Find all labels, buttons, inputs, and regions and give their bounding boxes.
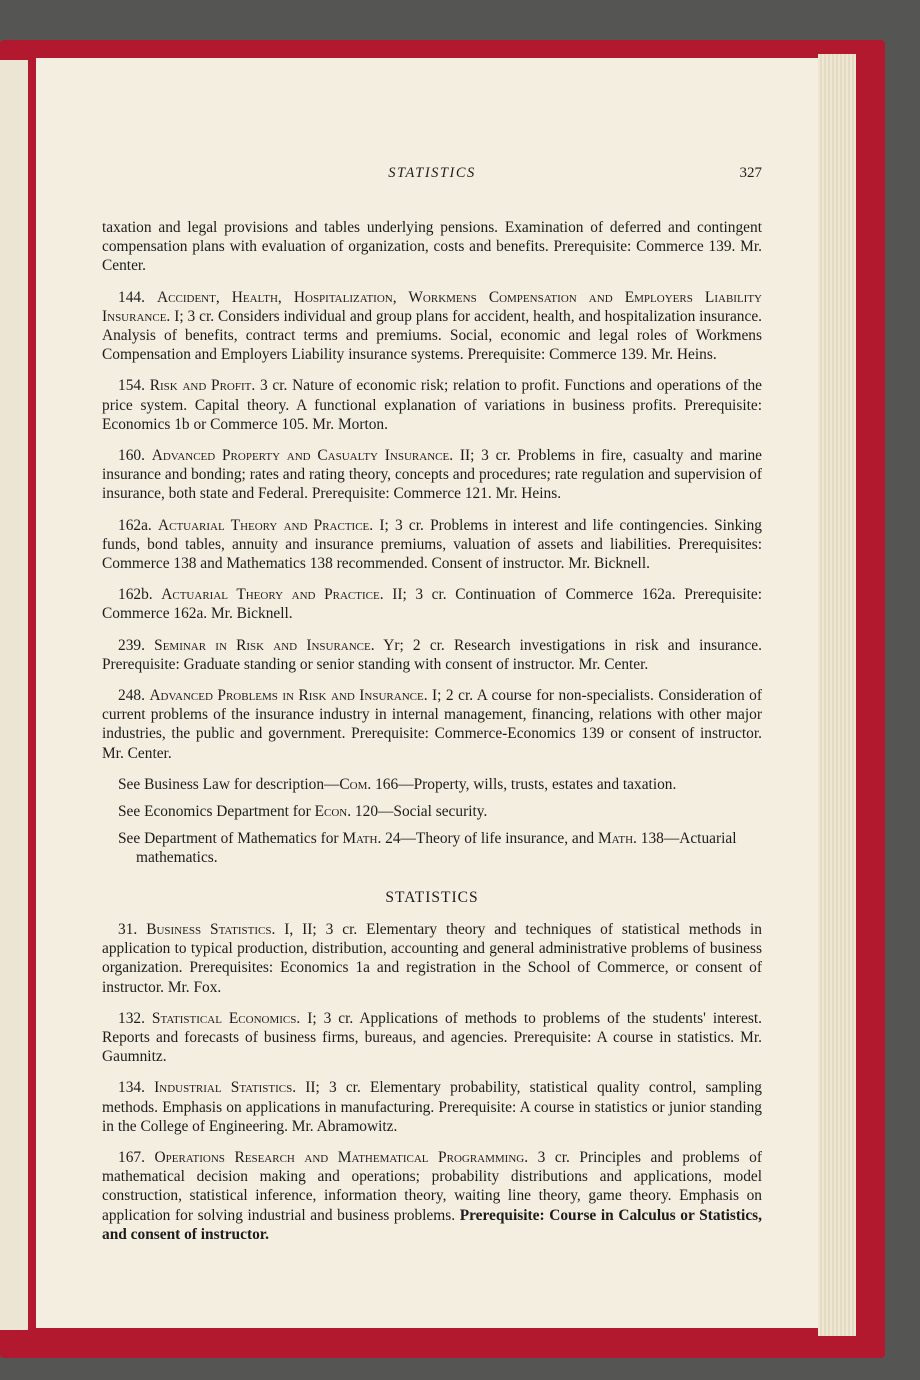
course-description: II; 3 cr. Elementary probability, statistical quality control, sampling methods. Emphasis on applications in manufacturing. Prerequisite: A course in statistics or junior standing in the College of Engineering. Mr. Abramowitz. [102, 1079, 762, 1135]
course-number: 239. [118, 636, 145, 654]
course-description: 3 cr. Principles and problems of mathematical decision making and operations; probability distributions and applications, model construction, statistical inference, information theory, waiting line theory, game theory. Emphasis on application for solving industrial and business problems. [102, 1148, 762, 1224]
course-description: I, II; 3 cr. Elementary theory and techniques of statistical methods in application to typical production, distribution, accounting and general administrative problems of business organization. Prerequisites: Economics 1a and registration in the School of Commerce, or consent of instructor. Mr. Fox. [102, 920, 762, 996]
see-also-text: 24—Theory of life insurance, and [381, 830, 598, 848]
course-title: Actuarial Theory and Practice. [158, 516, 374, 534]
course-title: Accident, Health, Hospitalization, Workmens Compensation and Employers Liability Insurance. [102, 288, 762, 325]
see-also-entry [102, 802, 762, 821]
course-title: Advanced Property and Casualty Insurance. [151, 447, 454, 465]
section-heading: STATISTICS [385, 888, 479, 906]
course-description: 3 cr. Nature of economic risk; relation to profit. Functions and operations of the price system. Capital theory. A functional explanation of variations in business profits. Prerequisite: Economics 1b or Commerce 105. Mr. Morton. [102, 377, 762, 433]
course-title: Industrial Statistics. [154, 1079, 297, 1097]
course-entry [102, 636, 762, 674]
course-number: 154. [118, 377, 145, 395]
course-description: I; 3 cr. Applications of methods to problems of the students' interest. Reports and forecasts of business firms, bureaus, and agencies. Prerequisite: A course in statistics. Mr. Gaumnitz. [102, 1009, 762, 1066]
see-also-text: 138—Actuarial mathematics. [136, 830, 737, 867]
course-entry [102, 1009, 762, 1067]
see-also-ref: Math. [597, 830, 637, 848]
course-description: I; 2 cr. A course for non-specialists. Consideration of current problems of the insurance industry in internal management, financing, relations with other major industries, the public and government. Prerequisite: Commerce-Economics 139 or consent of instructor. Mr. Center. [102, 687, 762, 762]
course-title: Actuarial Theory and Practice. [161, 586, 384, 604]
running-head [102, 165, 762, 187]
course-entry [102, 516, 762, 574]
course-title: Statistical Economics. [151, 1009, 301, 1027]
course-title: Risk and Profit. [149, 377, 256, 395]
intro-paragraph: taxation and legal provisions and tables underlying pensions. Examination of deferred and contingent compensation plans with evaluation of organization, costs and benefits. Prerequisite: Commerce 139. Mr. Center. [102, 219, 762, 275]
course-entry [102, 1148, 762, 1244]
course-title: Business Statistics. [146, 920, 276, 938]
see-also-ref: Math. [342, 830, 382, 848]
see-also-ref: Econ. [314, 803, 352, 821]
course-entry [102, 686, 762, 763]
left-page-edge [0, 60, 28, 1330]
see-also-list [102, 775, 762, 868]
course-title: Seminar in Risk and Insurance. [154, 636, 375, 654]
see-also-text: 120—Social security. [351, 803, 488, 821]
course-number: 160. [118, 447, 145, 465]
course-number: 162b. [118, 586, 153, 604]
course-entry [102, 1078, 762, 1136]
page-number: 327 [739, 165, 762, 181]
running-title: STATISTICS [388, 165, 476, 181]
page-content [102, 218, 762, 1256]
course-entry [102, 920, 762, 997]
course-entry [102, 585, 762, 623]
course-description: I; 3 cr. Considers individual and group plans for accident, health, and hospitalization insurance. Analysis of benefits, contract terms and premiums. Social, economic and legal roles of Workmens Compensation and Employers Liability insurance systems. Prerequisite: Commerce 139. Mr. Heins. [102, 307, 763, 364]
course-entry [102, 376, 762, 434]
course-entry [102, 288, 762, 365]
course-number: 248. [118, 687, 145, 705]
see-also-text: See Business Law for description— [118, 775, 340, 793]
page-edges [818, 54, 856, 1336]
course-number: 167. [118, 1148, 145, 1166]
course-title: Operations Research and Mathematical Programming. [154, 1148, 529, 1166]
course-description: II; 3 cr. Continuation of Commerce 162a. Prerequisite: Commerce 162a. Mr. Bicknell. [102, 586, 762, 623]
course-title: Advanced Problems in Risk and Insurance. [149, 687, 428, 705]
see-also-text: See Department of Mathematics for [118, 830, 343, 848]
course-number: 132. [118, 1009, 145, 1027]
see-also-entry [102, 775, 762, 794]
see-also-entry [102, 829, 762, 867]
course-prerequisite-bold: Prerequisite: Course in Calculus or Statistics, and consent of instructor. [102, 1206, 762, 1243]
course-description: Yr; 2 cr. Research investigations in risk and insurance. Prerequisite: Graduate standing or senior standing with consent of instructor. Mr. Center. [102, 636, 762, 673]
course-entry [102, 446, 762, 504]
statistics-course-list [102, 920, 762, 1244]
course-number: 162a. [118, 516, 152, 534]
see-also-ref: Com. [339, 775, 372, 793]
course-number: 134. [118, 1079, 145, 1097]
course-number: 144. [118, 288, 145, 306]
insurance-course-list [102, 288, 762, 763]
see-also-text: 166—Property, wills, trusts, estates and taxation. [371, 775, 677, 793]
course-description: I; 3 cr. Problems in interest and life contingencies. Sinking funds, bond tables, annuity and insurance premiums, valuation of assets and liabilities. Prerequisites: Commerce 138 and Mathematics 138 recommended. Consent of instructor. Mr. Bicknell. [102, 516, 762, 573]
course-description: II; 3 cr. Problems in fire, casualty and marine insurance and bonding; rates and rating theory, concepts and procedures; rate regulation and supervision of insurance, both state and Federal. Prerequisite: Commerce 121. Mr. Heins. [102, 447, 762, 503]
see-also-text: See Economics Department for [118, 803, 315, 821]
course-number: 31. [118, 920, 138, 938]
